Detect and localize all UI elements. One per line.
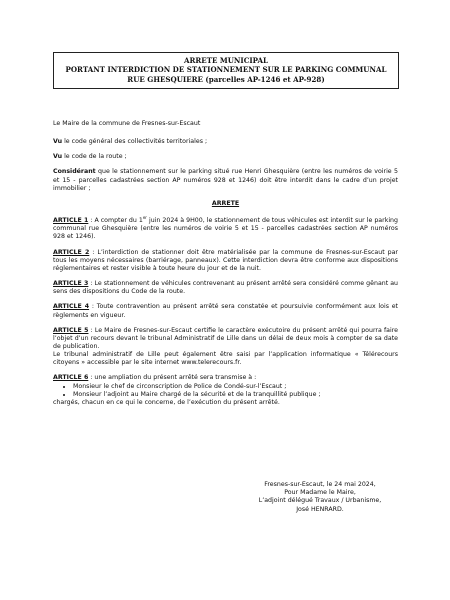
decree-body	[53, 120, 398, 414]
article-text: : Le Maire de Fresnes-sur-Escaut certifie le caractère exécutoire du présent arrêté qui pourra faire l’objet d’un recours devant le tribunal Administratif de Lille dans un délai de deux mois à compter de sa date de publication.	[53, 326, 398, 350]
article-label: ARTICLE 2	[53, 248, 90, 256]
list-item: • Monsieur l’adjoint au Maire chargé de la sécurité et de la tranquillité publique ;	[73, 391, 398, 399]
article-label: ARTICLE 5	[53, 326, 89, 334]
vu-text: le code général des collectivités territoriales ;	[62, 138, 208, 146]
article-6	[53, 374, 398, 382]
signature-block	[230, 481, 410, 514]
article-label: ARTICLE 6	[53, 374, 89, 382]
article-text: : Le stationnement de véhicules contrevenant au présent arrêté sera considéré comme gênant au sens des dispositions du Code de la route.	[53, 280, 399, 296]
vu-paragraph-2	[53, 153, 398, 161]
article-2	[53, 249, 398, 273]
article-5	[53, 327, 398, 351]
decree-title-box	[53, 52, 399, 89]
article-label: ARTICLE 1	[53, 217, 89, 225]
considerant-label: Considérant	[53, 168, 96, 176]
considerant-paragraph	[53, 168, 398, 192]
article-label: ARTICLE 4	[53, 303, 90, 311]
list-item: • Monsieur le chef de circonscription de Police de Condé-sur-l’Escaut ;	[73, 383, 398, 391]
article-3	[53, 280, 398, 296]
article-5-continuation: Le tribunal administratif de Lille peut également être saisi par l’application informatique « Télérecours citoyens » accessible par le site internet www.telerecours.fr.	[53, 351, 398, 367]
recipients-list	[53, 383, 398, 399]
arrete-heading: ARRETE	[211, 199, 240, 207]
article-text: : une ampliation du présent arrêté sera transmise à :	[88, 374, 257, 382]
article-6-closing: chargés, chacun en ce qui le concerne, de l’exécution du présent arrêté.	[53, 398, 280, 406]
article-text: : A compter du 1	[88, 217, 143, 225]
vu-label: Vu	[53, 138, 63, 146]
considerant-text: que le stationnement sur le parking situé rue Henri Ghesquière (entre les numéros de voirie 5 et 15 - parcelles cadastrées section AP numéros 928 et 1246) doit être interdit dans le cadre d’un projet immobilier ;	[53, 168, 398, 192]
signature-role: L’adjoint délégué Travaux / Urbanisme,	[258, 497, 382, 505]
vu-label: Vu	[53, 153, 63, 161]
signature-place-date: Fresnes-sur-Escaut, le 24 mai 2024,	[264, 481, 376, 488]
signature-for: Pour Madame le Maire,	[284, 489, 356, 497]
article-text: : Toute contravention au présent arrêté sera constatée et poursuivie conformément aux lois et règlements en vigueur.	[53, 303, 399, 319]
article-1	[53, 217, 398, 241]
ordinal-suffix: er	[142, 215, 147, 221]
article-label: ARTICLE 3	[53, 280, 89, 288]
decree-title: ARRETE MUNICIPAL	[184, 56, 268, 65]
article-text: : L’interdiction de stationner doit être matérialisée par la commune de Fresnes-sur-Escaut par tous les moyens nécessaires (barriérage, panneaux). Cette interdiction devra être conforme aux dispositions réglementaires et rester visible à toute heure du jour et de la nuit.	[53, 248, 398, 272]
vu-paragraph-1	[53, 138, 398, 146]
intro-line: Le Maire de la commune de Fresnes-sur-Escaut	[53, 120, 201, 127]
signature-name: José HENRARD.	[296, 505, 344, 513]
article-text: juin 2024 à 9H00, le stationnement de tous véhicules est interdit sur le parking communal rue Ghesquière (entre les numéros de voirie 5 et 15 - parcelles cadastrées section AP numéros 928 et 1246).	[53, 217, 398, 241]
article-4	[53, 303, 398, 319]
decree-subtitle: PORTANT INTERDICTION DE STATIONNEMENT SUR LE PARKING COMMUNAL	[65, 65, 387, 75]
vu-text: le code de la route ;	[62, 153, 127, 161]
decree-location: RUE GHESQUIERE (parcelles AP-1246 et AP-928)	[127, 74, 325, 84]
